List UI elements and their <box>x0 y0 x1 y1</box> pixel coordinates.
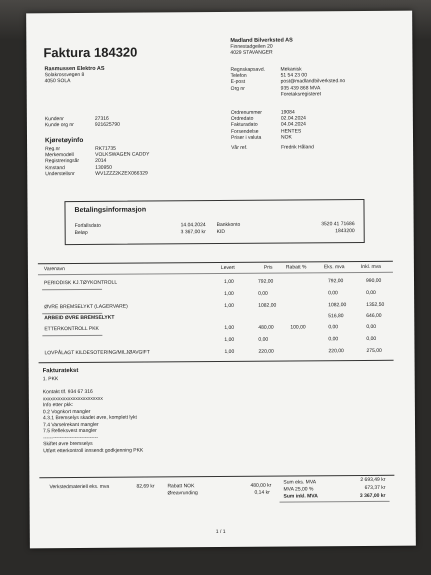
email-label: E-post <box>230 79 246 86</box>
ordredato-value: 02.04.2024 <box>280 115 306 122</box>
table-cell-pris: 0,00 <box>258 290 268 297</box>
table-cell-eks: 0,00 <box>328 290 338 297</box>
header-eks: Eks. mva <box>323 264 345 271</box>
table-cell-pris: 480,00 <box>258 324 274 331</box>
kid-label: KID <box>216 228 226 236</box>
phone-value: 51 54 23 00 <box>280 72 308 79</box>
row-divider <box>42 335 102 336</box>
reg-value: Mekanisk <box>280 66 302 73</box>
table-cell-name: PERIODISK KJ.TØYKONTROLL <box>44 279 118 287</box>
table-cell-inkl: 1352,50 <box>366 301 385 308</box>
aar-value: 2014 <box>95 158 107 165</box>
ref-label: Vår ref. <box>231 144 248 151</box>
amount-value: 3 367,00 kr <box>180 229 206 236</box>
materiell-label: Verkstedmateriell eks. mva <box>49 483 110 491</box>
note-line: xxxxxxxxxxxxxxxxxxxxxxxx <box>42 395 103 402</box>
kid-value: 1843200 <box>335 228 355 235</box>
seller-street: Finnestadgeilen 20 <box>230 43 273 51</box>
invoice-title: Faktura 184320 <box>43 44 138 61</box>
kundenr-label: Kundenr <box>44 116 64 123</box>
chassis-value: WV1ZZZ2KZEX066329 <box>95 170 148 177</box>
table-cell-eks: 516,80 <box>328 313 344 320</box>
order-info <box>231 109 314 151</box>
table-cell-inkl: 0,00 <box>366 289 376 296</box>
fakturadato-label: Fakturadato <box>230 122 258 129</box>
table-cell-levert: 1,00 <box>224 336 235 343</box>
invoice-page <box>26 11 416 549</box>
forsendelse-value: HENTES <box>280 128 302 135</box>
note-line: --------------------------------- <box>43 434 99 441</box>
table-cell-levert: 1,00 <box>224 290 234 297</box>
totals-top-rule <box>39 475 394 478</box>
rabatt-label: Rabatt NOK <box>167 483 195 490</box>
avrunding-label: Øreavrunding <box>167 490 198 497</box>
register-value: Foretaksregisteret <box>280 91 322 98</box>
seller-address <box>230 37 293 56</box>
note-line: 0.2 Vognkort mangler <box>42 408 91 415</box>
table-cell-eks: 220,00 <box>328 348 344 355</box>
seller-contact <box>231 66 346 98</box>
table-cell-name: LOVPÅLAGT KILDESOTERING/MILJØAVGIFT <box>44 349 150 357</box>
header-rabatt: Rabatt % <box>285 264 307 271</box>
materiell-value: 82,69 kr <box>136 483 155 490</box>
payment-box <box>64 199 364 245</box>
sum-eks-label: Sum eks. MVA <box>283 479 317 486</box>
regnr-label: Reg.nr <box>45 146 61 153</box>
priser-value: NOK <box>280 134 292 141</box>
avrunding-value: 0,14 kr <box>254 489 270 496</box>
note-line: 1. PKK <box>42 376 59 383</box>
sum-inkl-value: 3 367,00 kr <box>359 492 386 500</box>
notes-body <box>43 376 144 455</box>
header-inkl: Inkl. mva <box>360 263 381 271</box>
reg-label: Regnskapsavd. <box>230 66 266 73</box>
table-cell-eks: 1082,00 <box>328 302 347 309</box>
table-cell-name: ETTERKONTROLL PKK <box>44 325 99 333</box>
aar-label: Registreringsår <box>45 158 80 165</box>
customer-name: Rasmussen Elektro AS <box>44 65 105 73</box>
table-cell-eks: 792,00 <box>327 278 344 285</box>
table-cell-eks: 0,00 <box>328 336 339 343</box>
mva-label: MVA 25,00 % <box>283 486 314 493</box>
customer-ids <box>45 116 120 129</box>
forsendelse-label: Forsendelse <box>230 128 259 135</box>
table-bottom-rule <box>39 360 394 363</box>
table-cell-levert: 1,00 <box>224 348 235 355</box>
table-cell-eks: 0,00 <box>328 324 339 331</box>
table-cell-name: ARBEID ØVRE BREMSELYKT <box>44 314 115 322</box>
table-cell-inkl: 275,00 <box>366 347 382 354</box>
page-number: 1 / 1 <box>215 528 226 536</box>
ordrenr-value: 19084 <box>280 109 295 116</box>
mva-value: 673,37 kr <box>364 484 386 492</box>
note-line: Kontakt tlf. 934 67 316 <box>42 388 93 396</box>
notes-heading: Fakturatekst <box>42 367 79 375</box>
org-value: 935 439 868 MVA <box>280 84 321 92</box>
ordrenr-label: Ordrenummer <box>230 109 262 116</box>
email-value: post@madlandbilverksted.no <box>280 78 346 85</box>
table-cell-pris: 792,00 <box>257 278 274 285</box>
table-cell-levert: 1,00 <box>224 324 235 331</box>
header-varenavn: Varenavn <box>43 266 65 273</box>
totals-rule <box>280 501 390 503</box>
table-cell-inkl: 646,00 <box>366 312 382 319</box>
note-line: 7.5 Refleksvest mangler <box>43 427 97 435</box>
rabatt-value: 480,00 kr <box>250 482 272 489</box>
table-cell-inkl: 0,00 <box>366 323 377 330</box>
kundenr-value: 27316 <box>94 115 109 122</box>
table-cell-pris: 0,00 <box>258 336 269 343</box>
vehicle-info <box>45 145 149 177</box>
table-cell-pris: 1082,00 <box>258 302 277 309</box>
merke-value: VOLKSWAGEN CADDY <box>95 151 150 159</box>
phone-label: Telefon <box>230 73 247 80</box>
chassis-label: Understellsnr <box>45 170 75 178</box>
table-cell-rabatt: 100,00 <box>290 324 306 331</box>
org-label: Org nr <box>230 85 245 92</box>
orgnr-value: 921625790 <box>94 121 120 129</box>
note-line: 7.4 Varselrekant mangler <box>42 421 99 428</box>
table-cell-inkl: 0,00 <box>366 335 377 342</box>
km-label: Kmstand <box>45 164 65 171</box>
row-divider <box>42 289 102 290</box>
sum-inkl-label: Sum inkl. MVA <box>283 493 318 500</box>
sum-eks-value: 2 693,49 kr <box>360 476 386 484</box>
ref-value: Fredrik Håland <box>281 144 314 151</box>
note-line: 4.3.1 Bremselys skadet øvre, komplett lykt <box>42 414 137 422</box>
due-value: 14.04.2024 <box>180 222 206 229</box>
header-pris: Pris <box>263 264 273 271</box>
table-cell-pris: 220,00 <box>258 348 274 355</box>
km-value: 130950 <box>95 164 112 171</box>
table-cell-inkl: 990,00 <box>365 277 382 284</box>
table-cell-levert: 1,00 <box>224 302 234 309</box>
regnr-value: RK71735 <box>95 145 116 152</box>
table-cell-levert: 1,00 <box>223 278 234 285</box>
priser-label: Priser i valuta <box>230 134 262 141</box>
note-line: Utført etterkontroll innsendt godkjenning PKK <box>43 447 144 454</box>
table-header-rule <box>38 272 393 275</box>
vehicle-heading: Kjøretøyinfo <box>45 136 84 145</box>
customer-city: 4050 SOLA <box>44 78 71 85</box>
customer-street: Solakrossvegen 8 <box>44 72 85 79</box>
note-line: Skiftet øvre bremselys <box>43 440 93 448</box>
merke-label: Merkemodell <box>45 152 74 159</box>
bank-label: Bankkonto <box>216 221 241 229</box>
bank-value: 3520 41 71686 <box>321 221 355 228</box>
due-label: Forfallsdato <box>74 222 101 230</box>
fakturadato-value: 04.04.2024 <box>280 121 306 128</box>
seller-name: Madland Bilverksted AS <box>230 37 293 44</box>
amount-label: Beløp <box>74 229 88 237</box>
customer-address <box>45 66 105 85</box>
header-levert: Levert <box>220 264 235 272</box>
seller-city: 4029 STAVANGER <box>230 50 273 57</box>
note-line: Info etter pkk: <box>42 402 74 409</box>
ordredato-label: Ordredato <box>230 115 254 123</box>
table-cell-name: ØVRE BREMSELYKT (LAGERVARE) <box>44 303 128 311</box>
payment-heading: Betalingsinformasjon <box>74 206 147 215</box>
orgnr-label: Kunde org nr <box>44 122 74 129</box>
